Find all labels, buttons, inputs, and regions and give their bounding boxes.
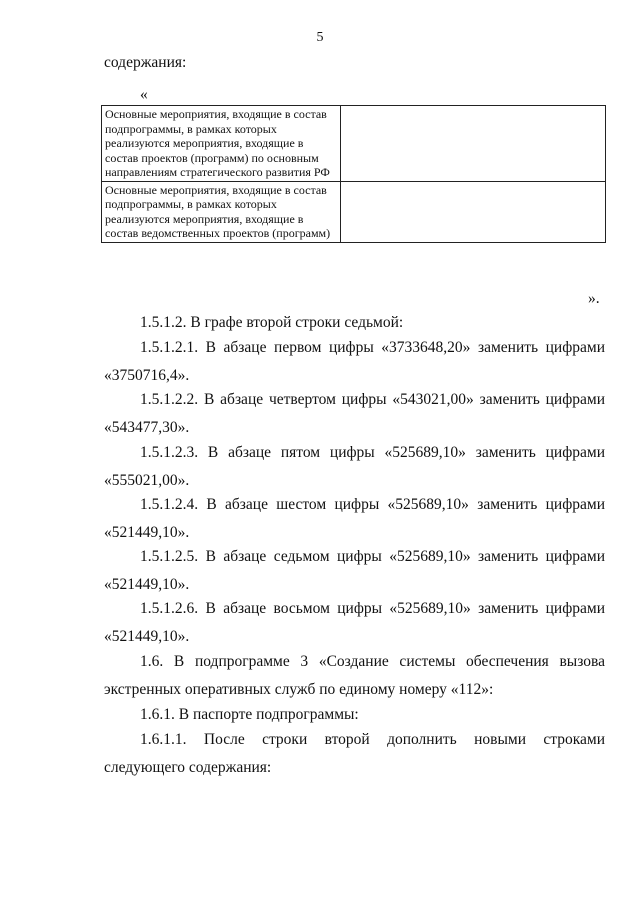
table-cell-value (341, 106, 606, 182)
table-row (102, 181, 606, 242)
paragraph: 1.6. В подпрограмме 3 «Создание системы обеспечения вызова экстренных оперативных служб по единому номеру «112»: (104, 653, 605, 698)
passport-table (101, 105, 606, 243)
paragraph: 1.5.1.2.4. В абзаце шестом цифры «525689,10» заменить цифрами «521449,10». (104, 496, 605, 541)
table-cell-label: Основные мероприятия, входящие в состав подпрограммы, в рамках которых реализуются мероприятия, входящие в состав проектов (программ) по основным направлениям стратегического развития РФ (102, 106, 341, 182)
table-cell-value (341, 181, 606, 242)
paragraph: 1.5.1.2.3. В абзаце пятом цифры «525689,10» заменить цифрами «555021,00». (104, 444, 605, 489)
paragraph: 1.6.1. В паспорте подпрограммы: (140, 706, 359, 723)
closing-quote: ». (588, 290, 600, 307)
paragraph: 1.5.1.2.5. В абзаце седьмом цифры «525689,10» заменить цифрами «521449,10». (104, 548, 605, 593)
paragraph: 1.5.1.2. В графе второй строки седьмой: (140, 314, 404, 331)
paragraph: 1.5.1.2.2. В абзаце четвертом цифры «543021,00» заменить цифрами «543477,30». (104, 391, 605, 436)
paragraph: 1.6.1.1. После строки второй дополнить новыми строками следующего содержания: (104, 731, 605, 776)
table-row (102, 106, 606, 182)
table-cell-label: Основные мероприятия, входящие в состав подпрограммы, в рамках которых реализуются мероприятия, входящие в состав ведомственных проектов (программ) (102, 181, 341, 242)
opening-quote: « (140, 86, 148, 103)
intro-text: содержания: (104, 54, 187, 71)
page-number: 5 (316, 30, 324, 45)
paragraph: 1.5.1.2.6. В абзаце восьмом цифры «525689,10» заменить цифрами «521449,10». (104, 600, 605, 645)
paragraph: 1.5.1.2.1. В абзаце первом цифры «3733648,20» заменить цифрами «3750716,4». (104, 339, 605, 384)
